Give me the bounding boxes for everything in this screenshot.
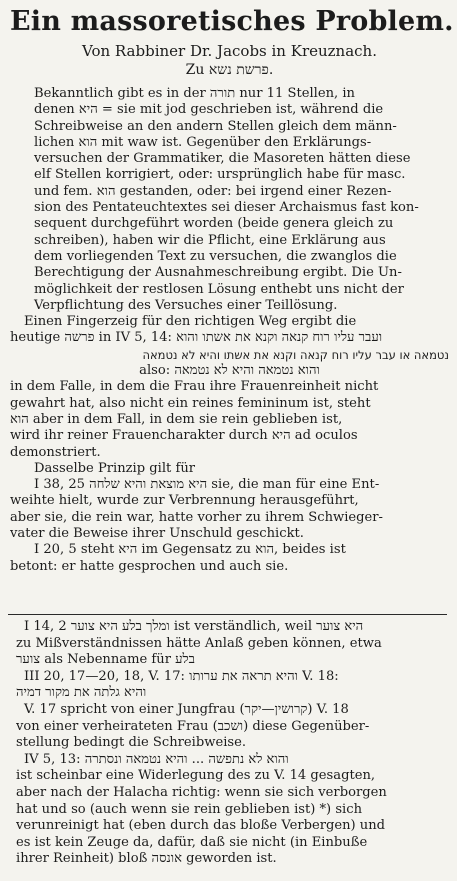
text-line: vater die Beweise ihrer Unschuld geschickt.: [10, 526, 304, 542]
text-line: Verpflichtung des Versuches einer Teillösung.: [34, 297, 338, 313]
text-line: es ist kein Zeuge da, dafür, daß sie nicht (in Einbuße: [16, 834, 368, 850]
text-line: betont: er hatte gesprochen und auch sie.: [10, 558, 289, 574]
text-line: heutige פרשה in IV 5, 14: ועבר עליו רוח קנאה וקנא את אשתו והוא: [10, 330, 383, 346]
text-line: sequent durchgeführt worden (beide genera gleich zu: [34, 216, 394, 232]
footnote-separator: [8, 614, 447, 615]
text-line: I 38, 25 היא מוצאת והיא שלחה sie, die man für eine Ent-: [34, 477, 380, 493]
text-line: I 14, 2 ומלך בלע היא צוער ist verständlich, weil היא צוער: [24, 619, 364, 634]
text-line: also: והוא נטמאה והיא לא נטמאה: [139, 363, 320, 379]
text-line: Dasselbe Prinzip gilt für: [34, 460, 196, 476]
hebrew-quote-line: נטמאה או עבר עליו רוח קנאה וקנא את אשתו והיא לא נטמאה: [142, 347, 449, 362]
text-line: צוער als Nebenname für בלע: [16, 652, 195, 668]
paragraph-same-principle: [10, 461, 449, 542]
text-line: stellung bedingt die Schreibweise.: [16, 735, 247, 751]
text-line: denen היא = sie mit jod geschrieben ist, während die: [34, 102, 384, 118]
text-line: lichen הוא mit waw ist. Gegenüber den Erklärungs-: [34, 134, 372, 150]
text-line: und fem. הוא gestanden, oder: bei irgend einer Rezen-: [34, 183, 392, 199]
text-line: von einer verheirateten Frau (ושכב) diese Gegenüber-: [16, 718, 370, 734]
text-line: Berechtigung der Ausnahmeschreibung ergibt. Die Un-: [34, 265, 402, 281]
article-topic: Zu פרשת נשא.: [185, 62, 274, 78]
article-title: Ein massoretisches Problem.: [10, 6, 454, 37]
footnote-jungfrau: [16, 702, 447, 752]
footnote-leviticus-20: [16, 669, 447, 702]
text-line: ist scheinbar eine Widerlegung des zu V. 14 gesagten,: [16, 768, 376, 784]
text-line: gewahrt hat, also nicht ein reines femininum ist, steht: [10, 395, 371, 411]
text-line: elf Stellen korrigiert, oder: ursprünglich habe für masc.: [34, 167, 406, 183]
text-line: הוא aber in dem Fall, in dem sie rein geblieben ist,: [10, 411, 343, 427]
text-line: I 20, 5 steht היא im Gegensatz zu הוא, beides ist: [34, 542, 346, 558]
text-line: aber nach der Halacha richtig: wenn sie sich verborgen: [16, 784, 387, 800]
text-line: zu Mißverständnissen hätte Anlaß geben können, etwa: [16, 635, 382, 651]
article-byline: Von Rabbiner Dr. Jacobs in Kreuznach.: [82, 42, 377, 60]
paragraph-contrast: [10, 542, 449, 575]
text-line: III 20, 17—20, 18, V. 17: והיא תראה את ערותו V. 18:: [24, 668, 339, 684]
text-line: ihrer Reinheit) bloß אונסה geworden ist.: [16, 851, 277, 867]
text-line: Bekanntlich gibt es in der תורה nur 11 Stellen, in: [34, 86, 355, 101]
text-line: Schreibweise an den andern Stellen gleich dem männ-: [34, 118, 397, 134]
text-line: weihte hielt, wurde zur Verbrennung herausgeführt,: [10, 493, 359, 509]
text-line: demonstriert.: [10, 444, 101, 460]
footnote-genesis-14: [16, 619, 447, 669]
text-line: והיא גלתה את מקור דמיה: [16, 685, 147, 701]
text-line: verunreinigt hat (eben durch das bloße Verbergen) und: [16, 818, 386, 834]
text-line: versuchen der Grammatiker, die Masoreten hätten diese: [34, 151, 411, 167]
text-line: möglichkeit der restlosen Lösung enthebt uns nicht der: [34, 281, 404, 297]
article-body: [10, 86, 449, 575]
text-line: dem vorliegenden Text zu versuchen, die zwanglos die: [34, 248, 397, 264]
text-line: V. 17 spricht von einer Jungfrau (קרושין—יקר) V. 18: [24, 701, 349, 717]
text-line: sion des Pentateuchtextes sei dieser Archaismus fast kon-: [34, 200, 419, 216]
paragraph-fingerzeig: [10, 314, 449, 461]
text-line: hat und so (auch wenn sie rein geblieben ist) *) sich: [16, 801, 362, 817]
paragraph-intro: [10, 86, 449, 314]
text-line: Einen Fingerzeig für den richtigen Weg ergibt die: [24, 314, 357, 330]
text-line: wird ihr reiner Frauencharakter durch היא ad oculos: [10, 428, 358, 444]
text-line: schreiben), haben wir die Pflicht, eine Erklärung aus: [34, 232, 386, 248]
text-line: IV 5, 13: והוא לא נתפשה ... והיא נטמאה ונסתרה: [24, 751, 289, 767]
footnote-numbers-5: [16, 752, 447, 868]
text-line: in dem Falle, in dem die Frau ihre Frauenreinheit nicht: [10, 379, 379, 395]
text-line: aber sie, die rein war, hatte vorher zu ihrem Schwieger-: [10, 509, 383, 525]
footnotes: [16, 619, 447, 868]
